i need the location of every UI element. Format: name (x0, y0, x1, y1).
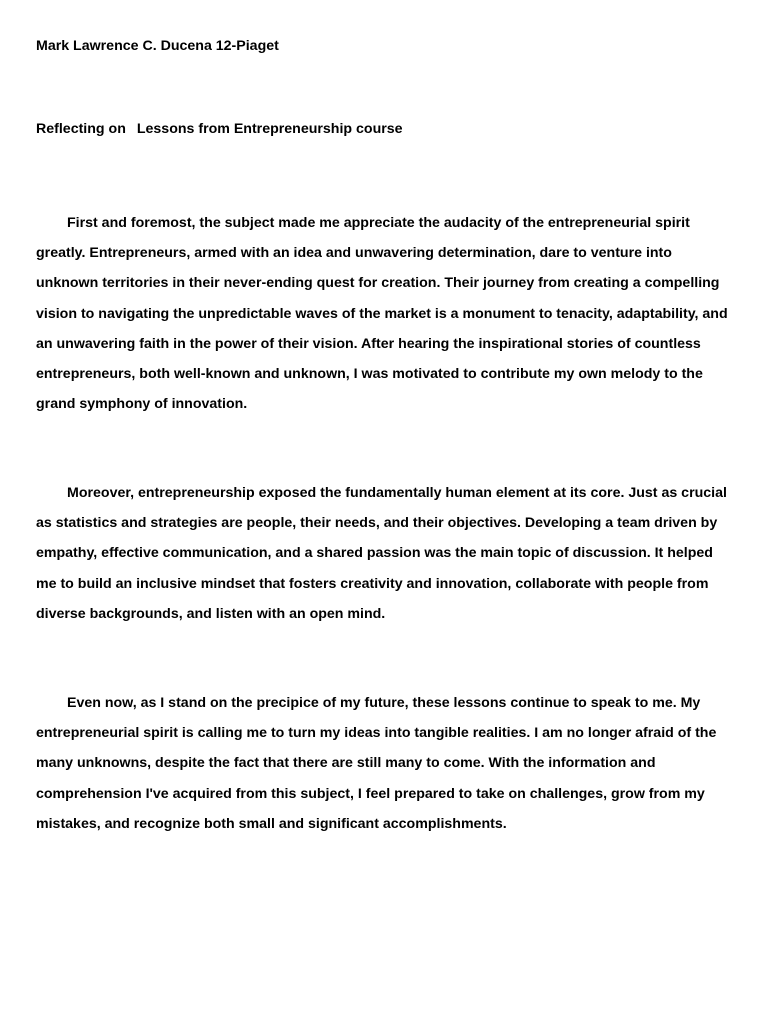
essay-title (36, 120, 403, 138)
essay-title-part1: Reflecting on (36, 121, 126, 137)
paragraph-3: Even now, as I stand on the precipice of my future, these lessons continue to speak to me. My entrepreneurial spirit is calling me to turn my ideas into tangible realities. I am no longer afraid of the many unknowns, despite the fact that there are still many to come. With the information and comprehension I've acquired from this subject, I feel prepared to take on challenges, grow from my mistakes, and recognize both small and significant accomplishments. (36, 695, 717, 832)
author-line: Mark Lawrence C. Ducena 12-Piaget (36, 38, 279, 54)
paragraph-2: Moreover, entrepreneurship exposed the fundamentally human element at its core. Just as crucial as statistics and strategies are people, their needs, and their objectives. Developing a team driven by empathy, effective communication, and a shared passion was the main topic of discussion. It helped me to build an inclusive mindset that fosters creativity and innovation, collaborate with people from diverse backgrounds, and listen with an open mind. (36, 485, 727, 622)
paragraph-1: First and foremost, the subject made me appreciate the audacity of the entrepreneurial spirit greatly. Entrepreneurs, armed with an idea and unwavering determination, dare to venture into unknown territories in their never-ending quest for creation. Their journey from creating a compelling vision to navigating the unpredictable waves of the market is a monument to tenacity, adaptability, and an unwavering faith in the power of their vision. After hearing the inspirational stories of countless entrepreneurs, both well-known and unknown, I was motivated to contribute my own melody to the grand symphony of innovation. (36, 215, 728, 413)
essay-title-part2: Lessons from Entrepreneurship course (136, 121, 403, 137)
